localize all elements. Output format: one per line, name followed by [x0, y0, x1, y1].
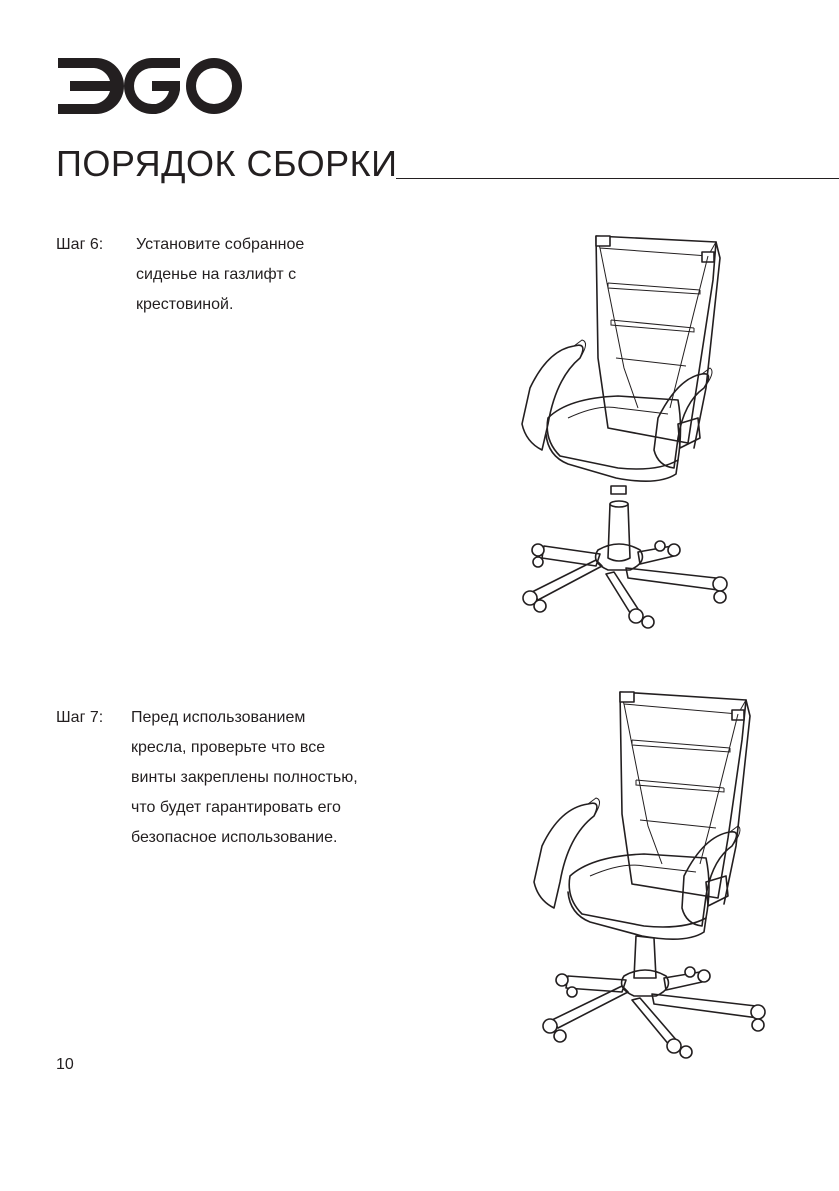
step-6-label: Шаг 6:	[56, 236, 104, 253]
step-7-line: Перед использованием	[131, 709, 306, 726]
step-7-text	[131, 703, 358, 853]
brand-logo	[56, 54, 246, 118]
step-7-illustration	[528, 686, 778, 1068]
title-rule	[396, 178, 839, 179]
step-6-line: крестовиной.	[136, 296, 234, 313]
page-title: ПОРЯДОК СБОРКИ	[56, 143, 398, 184]
step-6-line: сиденье на газлифт с	[136, 266, 297, 283]
page-number: 10	[56, 1056, 74, 1073]
step-7-label: Шаг 7:	[56, 709, 104, 726]
step-6-line: Установите собранное	[136, 236, 305, 253]
step-6-text	[136, 230, 304, 320]
step-6-illustration	[508, 228, 748, 638]
step-7-line: безопасное использование.	[131, 829, 338, 846]
step-7-line: что будет гарантировать его	[131, 799, 341, 816]
step-7-line: кресла, проверьте что все	[131, 739, 326, 756]
step-7-line: винты закреплены полностью,	[131, 769, 358, 786]
